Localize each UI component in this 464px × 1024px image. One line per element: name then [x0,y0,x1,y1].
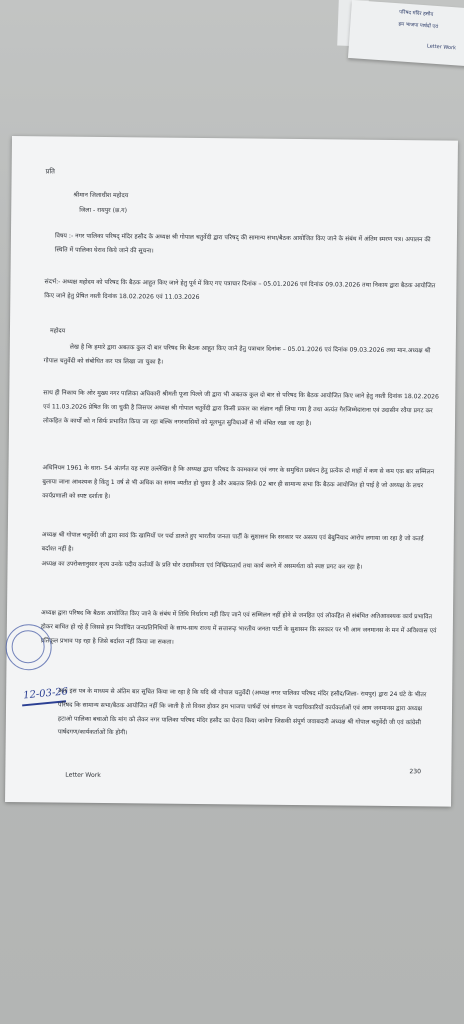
paragraph-1: लेख है कि हमारे द्वारा अबतक कुल दो बार परिषद कि बैठक आहूत किए जाने हेतु पत्राचार दिनांक – 05.01.2026 एवं दिनांक 09.03.2026 तथा मान.अध्यक्ष श्री गोपाल चतुर्वेदी को संबोधित कर पत्र लिखा जा चुका है। [43,343,431,366]
paragraph-6: अतः इस पत्र के माध्यम से अंतिम बार सूचित किया जा रहा है कि यदि श्री गोपाल चतुर्वेदी (अध्यक्ष नगर पालिका परिषद मंदिर हसौद/जिला- रायपुर) द्वारा 24 घंटे के भीतर परिषद कि सामान्य सभा/बैठक आयोजित नहीं कि जाती है तो विवश होकर हम भाजपा पार्षदों एवं संगठन के पदाधिकारियों कार्यकर्ताओं एवं आम जनमानस द्वारा अध्यक्ष हटाओ पालिका बचाओ कि मांग को लेकर नगर पालिका परिषद मंदिर हसौद का घेराव किया जावेगा जिसकी संपूर्ण जवाबदारी अध्यक्ष श्री गोपाल चतुर्वेदी जी एवं कांग्रेसी पार्षदगण/कार्यकर्ताओं कि होगी। [57,687,427,737]
corner-paper-line-2: हम भाजपा पार्षदों एवं [398,21,439,31]
addressee: श्रीमान जिलाधीश महोदय [73,191,129,200]
paragraph-5: अध्यक्ष द्वारा परिषद कि बैठक आयोजित किए जाने के संबंध में तिथि निर्धारण नहीं किए जाने एवं सम्मिलन नहीं होने से जनहित एवं लोकहित से संबंधित अतिआवश्यक कार्य प्रभावित होकर बाधित हो रहे हैं जिससे हम निर्वाचित जनप्रतिनिधियों के साथ-साथ राज्य में सत्तारूढ़ भारतीय जनता पार्टी के सुशासन कि सरकार पर भी आम जनमानस के मन में अविश्वास एवं प्रतिकूल प्रभाव पड़ रहा है जिसे बर्दाश्त नहीं किया जा सकता। [40,609,437,646]
official-seal-stamp [5,624,51,670]
salutation: महोदय [49,327,66,335]
subject-line: विषय :- नगर पालिका परिषद् मंदिर हसौद के अध्यक्ष श्री गोपाल चतुर्वेदी द्वारा परिषद् की सामान्य सभा/बैठक आयोजित किए जाने के संबंध में अंतिम स्मरण पत्र। अपालन की स्थिति में पालिका घेराव किये जाने की सूचना। [54,232,431,255]
reference-line: संदर्भ:- अध्यक्ष महोदय को परिषद कि बैठक आहूत किए जाने हेतु पूर्व में किए गए पत्राचार दिनांक – 05.01.2026 एवं दिनांक 09.03.2026 तथा निकाय द्वारा बैठक आयोजित किए जाने हेतु प्रेषित नस्ती दिनांक 18.02.2026 एवं 11.03.2026 [44,278,436,301]
paragraph-4b: अध्यक्ष का उपरोक्तानुसार कृत्य उनके पदीय कर्तव्यों के प्रति घोर उदासीनता एवं निष्क्रियतार्थ तथा कार्य करने में असमर्थता को स्पष्ट प्रगट कर रहा है। [41,560,363,571]
paragraph-3: अधिनियम 1961 के धारा- 54 अंतर्गत यह स्पष्ट उल्लेखित है कि अध्यक्ष द्वारा परिषद के कामकाज एवं नगर के समुचित प्रबंधन हेतु प्रत्येक दो माहों में कम से कम एक बार सम्मिलन बुलाया जाना आवश्यक है किंतु 1 वर्ष से भी अधिक का समय व्यतीत हो चुका है और अबतक सिर्फ 02 बार ही सामान्य सभा कि बैठक आयोजित हो पाई है जो अध्यक्ष के लचर कार्यप्रणाली को स्पष्ट दर्शाता है। [42,464,435,500]
to-label: प्रति [45,167,55,176]
corner-paper [348,0,464,67]
corner-paper-line-1: परिषद मंदिर हसौद [399,9,434,18]
letter-sheet [5,136,458,807]
paragraph-4: अध्यक्ष श्री गोपाल चतुर्वेदी जी द्वारा स्वयं कि खामियों पर पर्दा डालते हुए भारतीय जनता पार्टी के सुशासन कि सरकार पर असत्य एवं बेबुनियाद आरोप लगाया जा रहा है जो कतई बर्दाश्त नहीं है। [41,531,424,553]
handwritten-date: 12-03-26 [22,686,69,702]
district: जिला - रायपुर (छ.ग) [79,206,128,215]
footer-left: Letter Work [65,771,101,779]
corner-paper-footer: Letter Work [426,43,457,52]
paragraph-2: साथ ही निकाय कि ओर मुख्य नगर पालिका अधिकारी श्रीमती पूजा पिल्ले जी द्वारा भी अबतक कुल दो बार से परिषद कि बैठक आयोजित किए जाने हेतु नस्ती दिनांक 18.02.2026 एवं 11.03.2026 प्रेषित कि जा चुकी है जिसपर अध्यक्ष श्री गोपाल चतुर्वेदी द्वारा किसी प्रकार का संज्ञान नहीं लिया गया है तथा अत्यंत गैरजिम्मेदाराना एवं उदासीन रवैया प्रगट कर लोकहित के कार्यों को न सिर्फ प्रभावित किया जा रहा बल्कि नगरवासियों को मूलभूत सुविधाओं से भी वंचित रखा जा रहा है। [42,389,439,427]
page-number: 230 [409,768,422,776]
